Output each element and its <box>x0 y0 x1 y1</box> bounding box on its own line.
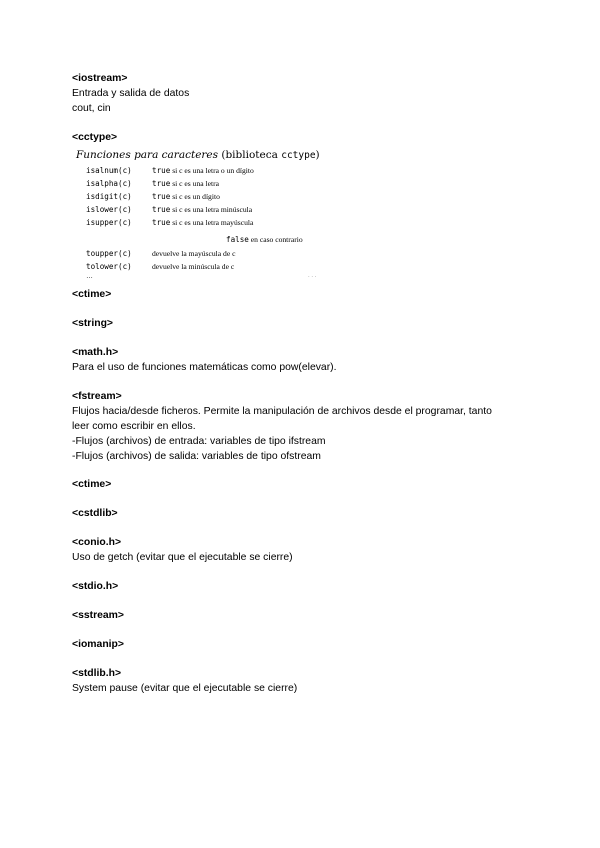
section-text: -Flujos (archivos) de salida: variables de tipo ofstream <box>72 451 321 462</box>
section-header: <cctype> <box>72 132 118 143</box>
section-header: <ctime> <box>72 479 112 490</box>
function-name: isdigit(c) <box>86 192 132 201</box>
section-ctime <box>72 287 542 302</box>
section-stdio <box>72 579 542 594</box>
section-header: <cstdlib> <box>72 508 118 519</box>
function-name: islower(c) <box>86 205 132 214</box>
function-desc: devuelve la mayúscula de c <box>152 249 236 258</box>
image-title: Funciones para caracteres (biblioteca cctype) <box>76 149 320 161</box>
section-stdlib <box>72 666 542 696</box>
section-iostream <box>72 71 542 116</box>
section-text: Entrada y salida de datos <box>72 88 190 99</box>
section-header: <math.h> <box>72 347 119 358</box>
section-iomanip <box>72 637 542 652</box>
section-header: <ctime> <box>72 289 112 300</box>
section-text: -Flujos (archivos) de entrada: variables de tipo ifstream <box>72 436 326 447</box>
image-mark: . . . <box>308 273 317 279</box>
section-header: <string> <box>72 318 113 329</box>
section-header: <fstream> <box>72 391 122 402</box>
section-conio <box>72 535 542 565</box>
section-math <box>72 345 542 375</box>
section-sstream <box>72 608 542 623</box>
ellipsis: … <box>86 273 93 280</box>
function-desc: true si c es una letra o un dígito <box>152 166 254 175</box>
section-header: <iostream> <box>72 73 128 84</box>
section-cctype <box>72 130 542 145</box>
section-text: Para el uso de funciones matemáticas como pow(elevar). <box>72 362 337 373</box>
cctype-functions-image <box>72 149 332 284</box>
function-desc: true si c es una letra minúscula <box>152 205 253 214</box>
function-desc: true si c es un dígito <box>152 192 220 201</box>
function-name: tolower(c) <box>86 262 132 271</box>
section-text: Uso de getch (evitar que el ejecutable se cierre) <box>72 552 293 563</box>
section-fstream <box>72 389 542 464</box>
section-header: <stdio.h> <box>72 581 119 592</box>
section-text: System pause (evitar que el ejecutable se cierre) <box>72 683 298 694</box>
function-name: isalpha(c) <box>86 179 132 188</box>
section-text: cout, cin <box>72 103 111 114</box>
section-text: leer como escribir en ellos. <box>72 421 196 432</box>
function-desc: true si c es una letra <box>152 179 220 188</box>
section-header: <sstream> <box>72 610 124 621</box>
section-cstdlib <box>72 506 542 521</box>
section-string <box>72 316 542 331</box>
section-header: <iomanip> <box>72 639 124 650</box>
section-ctime-2 <box>72 477 542 492</box>
function-desc: true si c es una letra mayúscula <box>152 218 254 227</box>
section-header: <conio.h> <box>72 537 122 548</box>
section-header: <stdlib.h> <box>72 668 122 679</box>
function-name: isupper(c) <box>86 218 132 227</box>
function-name: toupper(c) <box>86 249 132 258</box>
function-name: isalnum(c) <box>86 166 132 175</box>
function-note: false en caso contrario <box>226 235 303 244</box>
function-desc: devuelve la minúscula de c <box>152 262 235 271</box>
section-text: Flujos hacia/desde ficheros. Permite la manipulación de archivos desde el programar, tanto <box>72 406 492 417</box>
